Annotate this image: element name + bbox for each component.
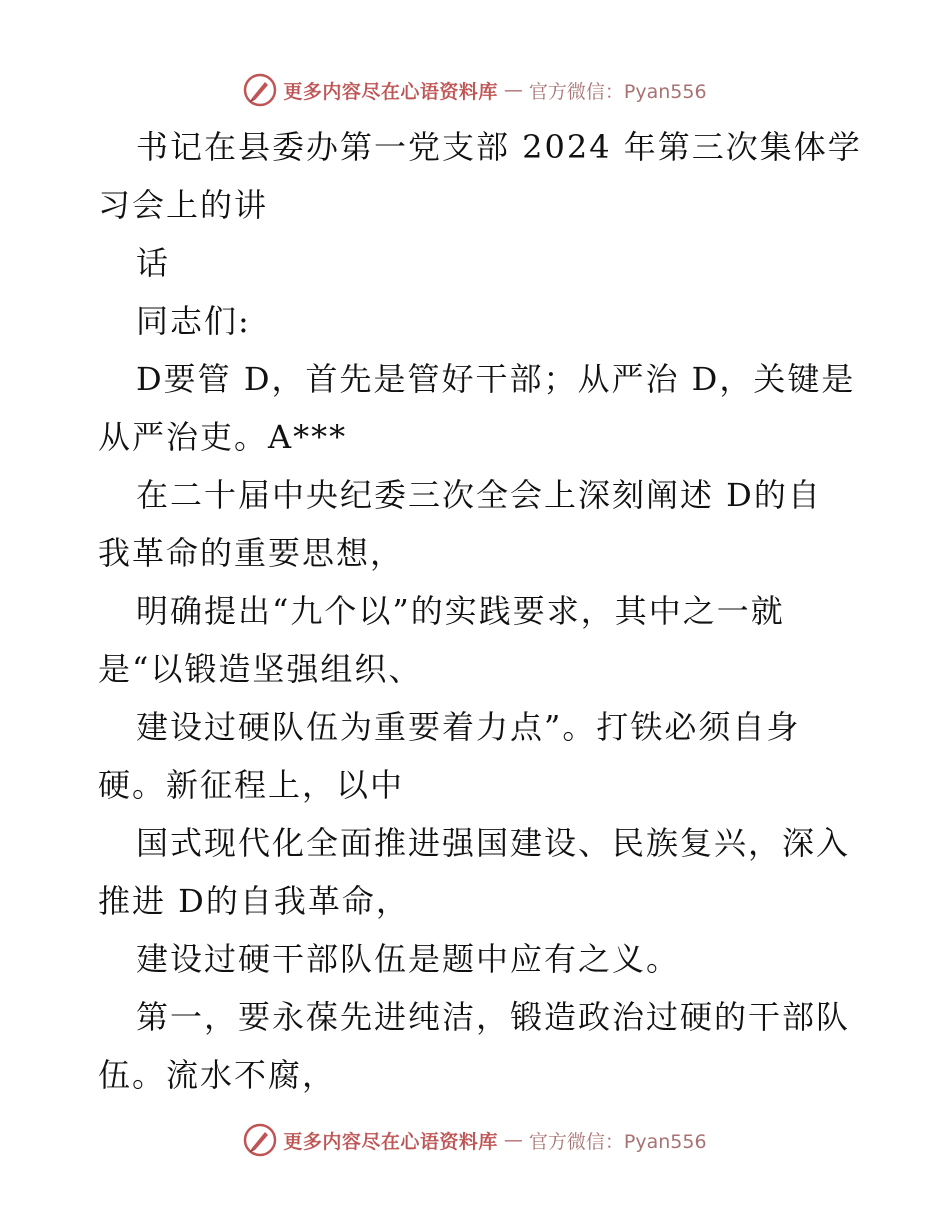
document-body — [98, 118, 862, 1104]
document-line: 同志们: — [136, 302, 251, 340]
watermark-separator: — — [503, 1129, 523, 1151]
document-line: 建设过硬队伍为重要着力点”。打铁必须自身 — [136, 708, 801, 746]
watermark-main-text: 更多内容尽在心语资料库 — [283, 1130, 498, 1153]
watermark-wechat-text: 官方微信：Pyan556 — [528, 80, 707, 103]
watermark-main-text: 更多内容尽在心语资料库 — [283, 80, 498, 103]
document-line: 习会上的讲 — [98, 186, 269, 224]
document-line: 从严治吏。A*** — [98, 418, 348, 456]
watermark-banner-bottom — [0, 1120, 950, 1160]
document-line: 伍。流水不腐， — [98, 1056, 337, 1094]
document-line: 我革命的重要思想， — [98, 534, 405, 572]
document-line: 推进 D的自我革命， — [98, 882, 410, 920]
quill-pen-logo-icon — [243, 73, 277, 107]
document-line: 国式现代化全面推进强国建设、民族复兴，深入 — [136, 824, 851, 862]
document-line: 第一，要永葆先进纯洁，锻造政治过硬的干部队 — [136, 998, 851, 1036]
watermark-wechat-text: 官方微信：Pyan556 — [528, 1130, 707, 1153]
document-line: 是“以锻造坚强组织、 — [98, 650, 423, 688]
document-line: D要管 D，首先是管好干部；从严治 D，关键是 — [136, 360, 856, 398]
document-line: 话 — [136, 244, 171, 282]
quill-pen-logo-icon — [243, 1123, 277, 1157]
document-line: 书记在县委办第一党支部 2024 年第三次集体学 — [136, 128, 862, 166]
document-line: 在二十届中央纪委三次全会上深刻阐述 D的自 — [136, 476, 822, 514]
document-line: 明确提出“九个以”的实践要求，其中之一就 — [136, 592, 785, 630]
watermark-banner-top — [0, 70, 950, 110]
document-line: 硬。新征程上，以中 — [98, 766, 405, 804]
watermark-separator: — — [503, 79, 523, 101]
document-line: 建设过硬干部队伍是题中应有之义。 — [136, 940, 681, 978]
